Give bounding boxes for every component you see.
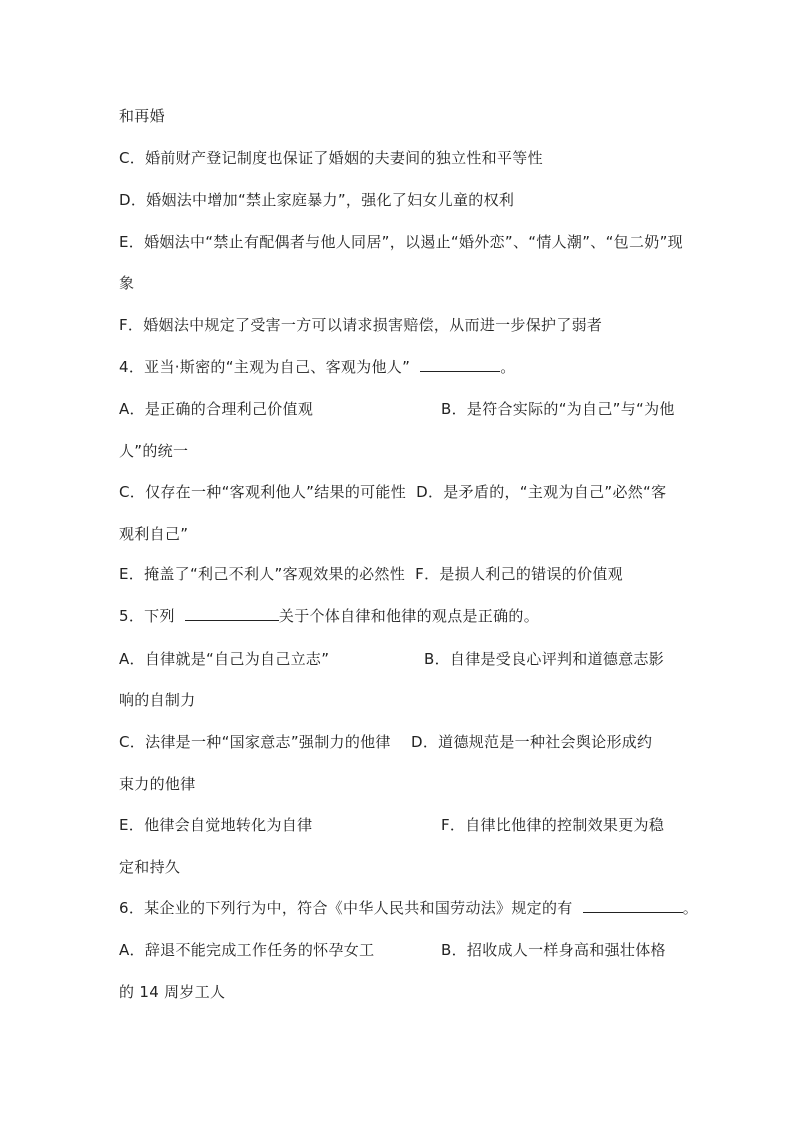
option-a: A．是正确的合理利己价值观 — [119, 400, 314, 418]
option-d: D．婚姻法中增加“禁止家庭暴力”，强化了妇女儿童的权利 — [119, 191, 515, 209]
option-f: F．婚姻法中规定了受害一方可以请求损害赔偿，从而进一步保护了弱者 — [119, 316, 603, 334]
text-line: 定和持久 — [119, 858, 181, 876]
text-line: 响的自制力 — [119, 691, 196, 709]
option-a: A．辞退不能完成工作任务的怀孕女工 — [119, 941, 375, 959]
option-f: F．自律比他律的控制效果更为稳 — [441, 816, 665, 834]
option-cd: C．法律是一种“国家意志”强制力的他律 D．道德规范是一种社会舆论形成约 — [119, 733, 653, 751]
question-stem-end: 关于个体自律和他律的观点是正确的。 — [278, 607, 539, 625]
answer-blank[interactable] — [583, 898, 683, 913]
answer-blank[interactable] — [420, 357, 500, 372]
text-line: 的 14 周岁工人 — [119, 983, 226, 1001]
option-cd: C．仅存在一种“客观利他人”结果的可能性 D．是矛盾的，“主观为自己”必然“客 — [119, 483, 667, 501]
question-stem: 6．某企业的下列行为中，符合《中华人民共和国劳动法》规定的有 — [119, 899, 573, 917]
option-e: E．他律会自觉地转化为自律 — [119, 816, 313, 834]
option-b: B．是符合实际的“为自己”与“为他 — [441, 400, 675, 418]
option-e: E．婚姻法中“禁止有配偶者与他人同居”，以遏止“婚外恋”、“情人潮”、“包二奶”现 — [119, 233, 683, 251]
option-a: A．自律就是“自己为自己立志” — [119, 650, 330, 668]
question-6 — [119, 898, 698, 918]
question-stem: 5．下列 — [119, 607, 175, 625]
question-4 — [119, 357, 516, 377]
text-line: 束力的他律 — [119, 775, 196, 793]
question-5 — [119, 606, 539, 626]
text-line: 人”的统一 — [119, 442, 189, 460]
option-c: C．婚前财产登记制度也保证了婚姻的夫妻间的独立性和平等性 — [119, 149, 543, 167]
period: 。 — [500, 358, 516, 376]
option-ef: E．掩盖了“利己不利人”客观效果的必然性 F．是损人利己的错误的价值观 — [119, 565, 623, 583]
option-b: B．自律是受良心评判和道德意志影 — [424, 650, 665, 668]
option-b: B．招收成人一样身高和强壮体格 — [441, 941, 666, 959]
period: 。 — [682, 899, 698, 917]
answer-blank[interactable] — [185, 606, 279, 621]
text-line: 象 — [119, 274, 135, 292]
text-line: 和再婚 — [119, 107, 165, 125]
text-line: 观利自己” — [119, 525, 189, 543]
question-stem: 4．亚当·斯密的“主观为自己、客观为他人” — [119, 358, 411, 376]
